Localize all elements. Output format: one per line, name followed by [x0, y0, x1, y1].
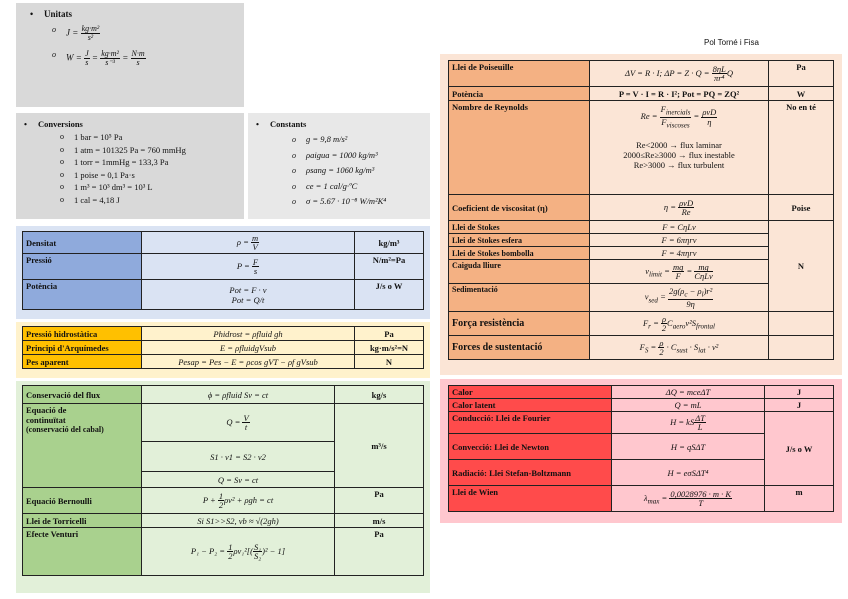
reynolds-laminar: Re<2000 → flux laminar	[636, 139, 722, 150]
row-unit: N	[355, 355, 424, 369]
row-unit: kg/m³	[355, 232, 424, 254]
row-formula: Pesap = Pes − E = ρcos gVT − ρf gVsub	[142, 355, 355, 369]
conversion-item: o 1 atm = 101325 Pa = 760 mmHg	[74, 144, 244, 157]
mechanics-table	[22, 231, 424, 310]
row-label: Conducció: Llei de Fourier	[449, 412, 612, 434]
fluid-dynamics-table	[22, 385, 424, 576]
row-label: Potència	[449, 87, 590, 101]
row-formula: ρ = $\frac{m}{V}$	[142, 232, 355, 254]
row-unit: Pa	[769, 61, 834, 87]
row-unit: N/m²=Pa	[355, 254, 424, 280]
row-formula: S1 · v1 = S2 · v2	[142, 442, 335, 472]
row-label: Nombre de Reynolds	[449, 101, 590, 195]
fluid-dynamics-panel	[16, 381, 430, 593]
row-formula: ϕ = ρfluid Sv = ct	[142, 386, 335, 404]
row-formula: P = V · I = R · I²; Pot = PQ = ZQ²	[590, 87, 769, 101]
constants-panel	[248, 113, 430, 219]
row-formula: Q = $\frac{V}{t}$	[142, 404, 335, 442]
row-unit: J/s o W	[765, 412, 834, 486]
conversions-title: • Conversions	[38, 119, 244, 129]
continuity-subtitle: (conservació del cabal)	[26, 425, 104, 434]
constant-item: o ρsang = 1060 kg/m³	[306, 163, 430, 179]
row-label: Caiguda lliure	[449, 260, 590, 284]
author-name: Pol Torné i Fisa	[704, 38, 759, 47]
row-label: Potència	[23, 280, 142, 310]
conversions-panel	[16, 113, 244, 219]
row-formula: F = 6πηrv	[590, 234, 769, 247]
row-label: Llei de Stokes	[449, 221, 590, 234]
row-label: Forces de sustentació	[449, 336, 590, 360]
row-unit: m³/s	[335, 404, 424, 488]
row-formula: H = qSΔT	[612, 434, 765, 460]
row-label: Llei de Torricelli	[23, 514, 142, 528]
row-unit	[769, 336, 834, 360]
row-label	[23, 404, 142, 488]
row-formula: $v_{limit}$ = $\frac{mg}{F}$ = $\frac{mg}{\text{CηLv}}$	[590, 260, 769, 284]
units-panel	[16, 3, 244, 107]
constant-item: o ρaigua = 1000 kg/m³	[306, 148, 430, 164]
row-unit: Pa	[335, 488, 424, 514]
row-formula: H = eσSΔT⁴	[612, 460, 765, 486]
row-formula: F = CηLv	[590, 221, 769, 234]
viscosity-table	[448, 60, 834, 360]
conversion-item: o 1 m³ = 10³ dm³ = 10³ L	[74, 181, 244, 194]
hydrostatics-panel	[16, 322, 430, 378]
row-unit: kg·m/s²=N	[355, 341, 424, 355]
row-formula: P = $\frac{F}{s}$	[142, 254, 355, 280]
row-label: Efecte Venturi	[23, 528, 142, 576]
row-unit: Pa	[355, 327, 424, 341]
row-label: Sedimentació	[449, 284, 590, 312]
heat-panel	[440, 379, 842, 523]
units-title: • Unitats	[44, 9, 244, 19]
row-formula: ΔV = R · I; ΔP = Z · Q = $\frac{8\eta L}{\text{πr⁴}}$ Q	[590, 61, 769, 87]
row-formula: $v_{sed}$ = $\frac{2g(\rho_c - \rho_l)r^2}{9\eta}$	[590, 284, 769, 312]
row-formula: Q = Sv = ct	[142, 472, 335, 488]
row-unit: kg/s	[335, 386, 424, 404]
row-unit: No en té	[769, 101, 834, 195]
row-label: Força resistència	[449, 312, 590, 336]
row-formula: H = kS $\frac{\Delta T}{L}$	[612, 412, 765, 434]
row-formula: Q = mL	[612, 399, 765, 412]
constant-item: o ce = 1 cal/g·ºC	[306, 179, 430, 195]
row-label: Calor latent	[449, 399, 612, 412]
row-label: Coeficient de viscositat (η)	[449, 195, 590, 221]
conversion-item: o 1 poise = 0,1 Pa·s	[74, 169, 244, 182]
row-label: Llei de Stokes bombolla	[449, 247, 590, 260]
reynolds-unstable: 2000≤Re≥3000 → flux inestable	[623, 149, 735, 160]
row-label: Calor	[449, 386, 612, 399]
row-unit: W	[769, 87, 834, 101]
row-label: Equació Bernoulli	[23, 488, 142, 514]
row-unit: J	[765, 399, 834, 412]
constant-item: o σ = 5.67 · 10⁻⁸ W/m²K⁴	[306, 194, 430, 210]
row-unit: J	[765, 386, 834, 399]
row-label: Pressió	[23, 254, 142, 280]
row-formula: Phidrost = ρfluid gh	[142, 327, 355, 341]
row-label: Llei de Wien	[449, 486, 612, 512]
row-formula: $\lambda_{max}$ = $\frac{0,0028976 \cdot m \cdot K}{T}$	[612, 486, 765, 512]
row-formula: $F_S$ = $\frac{\rho}{2}$ · $C_{sust} \cdot S_{lat} \cdot v^2$	[590, 336, 769, 360]
row-unit: m	[765, 486, 834, 512]
row-formula: P₁ − P₂ = $\frac{1}{2}$ ρv₁²[( $\frac{\text{S₁}}{\text{S₂}}$ )² − 1]	[142, 528, 335, 576]
row-formula: E = ρfluidgVsub	[142, 341, 355, 355]
row-label: Convecció: Llei de Newton	[449, 434, 612, 460]
row-unit: m/s	[335, 514, 424, 528]
row-formula: $F_r$ = $\frac{\rho}{2}$ $C_{aero}v^2S_{frontal}$	[590, 312, 769, 336]
reynolds-turbulent: Re>3000 → flux turbulent	[633, 159, 725, 170]
row-unit: N	[769, 221, 834, 312]
row-label: Pes aparent	[23, 355, 142, 369]
row-formula: Si S1>>S2, vb ≈ √(2gh)	[142, 514, 335, 528]
row-formula: Re = $\frac{F_{inercials}}{F_{viscoses}}$ = $\frac{\text{ρvD}}{\eta}$ Re<2000 → flux laminar 2000≤Re≥3000 → flux inestable Re>3000 → flux turbulent	[590, 101, 769, 195]
viscosity-panel	[440, 54, 842, 375]
formula-line: Pot = F · v	[229, 284, 267, 295]
row-label: Pressió hidrostàtica	[23, 327, 142, 341]
row-unit: Poise	[769, 195, 834, 221]
row-unit: J/s o W	[355, 280, 424, 310]
mechanics-panel	[16, 226, 430, 319]
row-formula: F = 4πηrv	[590, 247, 769, 260]
row-label: Principi d'Arquímedes	[23, 341, 142, 355]
row-formula: η = $\frac{\text{ρvD}}{Re}$	[590, 195, 769, 221]
row-label: Llei de Stokes esfera	[449, 234, 590, 247]
hydrostatics-table	[22, 326, 424, 369]
row-unit	[769, 312, 834, 336]
continuity-title: Equació de continuïtat	[26, 405, 67, 425]
constant-item: o g = 9,8 m/s²	[306, 132, 430, 148]
heat-table	[448, 385, 834, 512]
row-formula: P + $\frac{1}{2}$ ρv² + ρgh = ct	[142, 488, 335, 514]
row-label: Radiació: Llei Stefan-Boltzmann	[449, 460, 612, 486]
row-formula: ΔQ = mceΔT	[612, 386, 765, 399]
row-label: Densitat	[23, 232, 142, 254]
row-label: Conservació del flux	[23, 386, 142, 404]
conversion-item: o 1 torr = 1mmHg = 133,3 Pa	[74, 156, 244, 169]
conversion-item: o 1 cal = 4,18 J	[74, 194, 244, 207]
constants-title: • Constants	[270, 119, 430, 129]
units-joule: o J = $\frac{\text{kg·m²}}{\text{s²}}$	[66, 25, 244, 42]
row-label: Llei de Poiseuille	[449, 61, 590, 87]
row-unit: Pa	[335, 528, 424, 576]
formula-line: Pot = Q/t	[231, 294, 265, 305]
units-watt: o W = $\frac{J}{s}$ = $\frac{\text{kg·m²}}{\text{s⁻³}}$ = $\frac{N\cdot m}{s}$	[66, 50, 244, 67]
conversion-item: o 1 bar = 10⁵ Pa	[74, 131, 244, 144]
row-formula	[142, 280, 355, 310]
